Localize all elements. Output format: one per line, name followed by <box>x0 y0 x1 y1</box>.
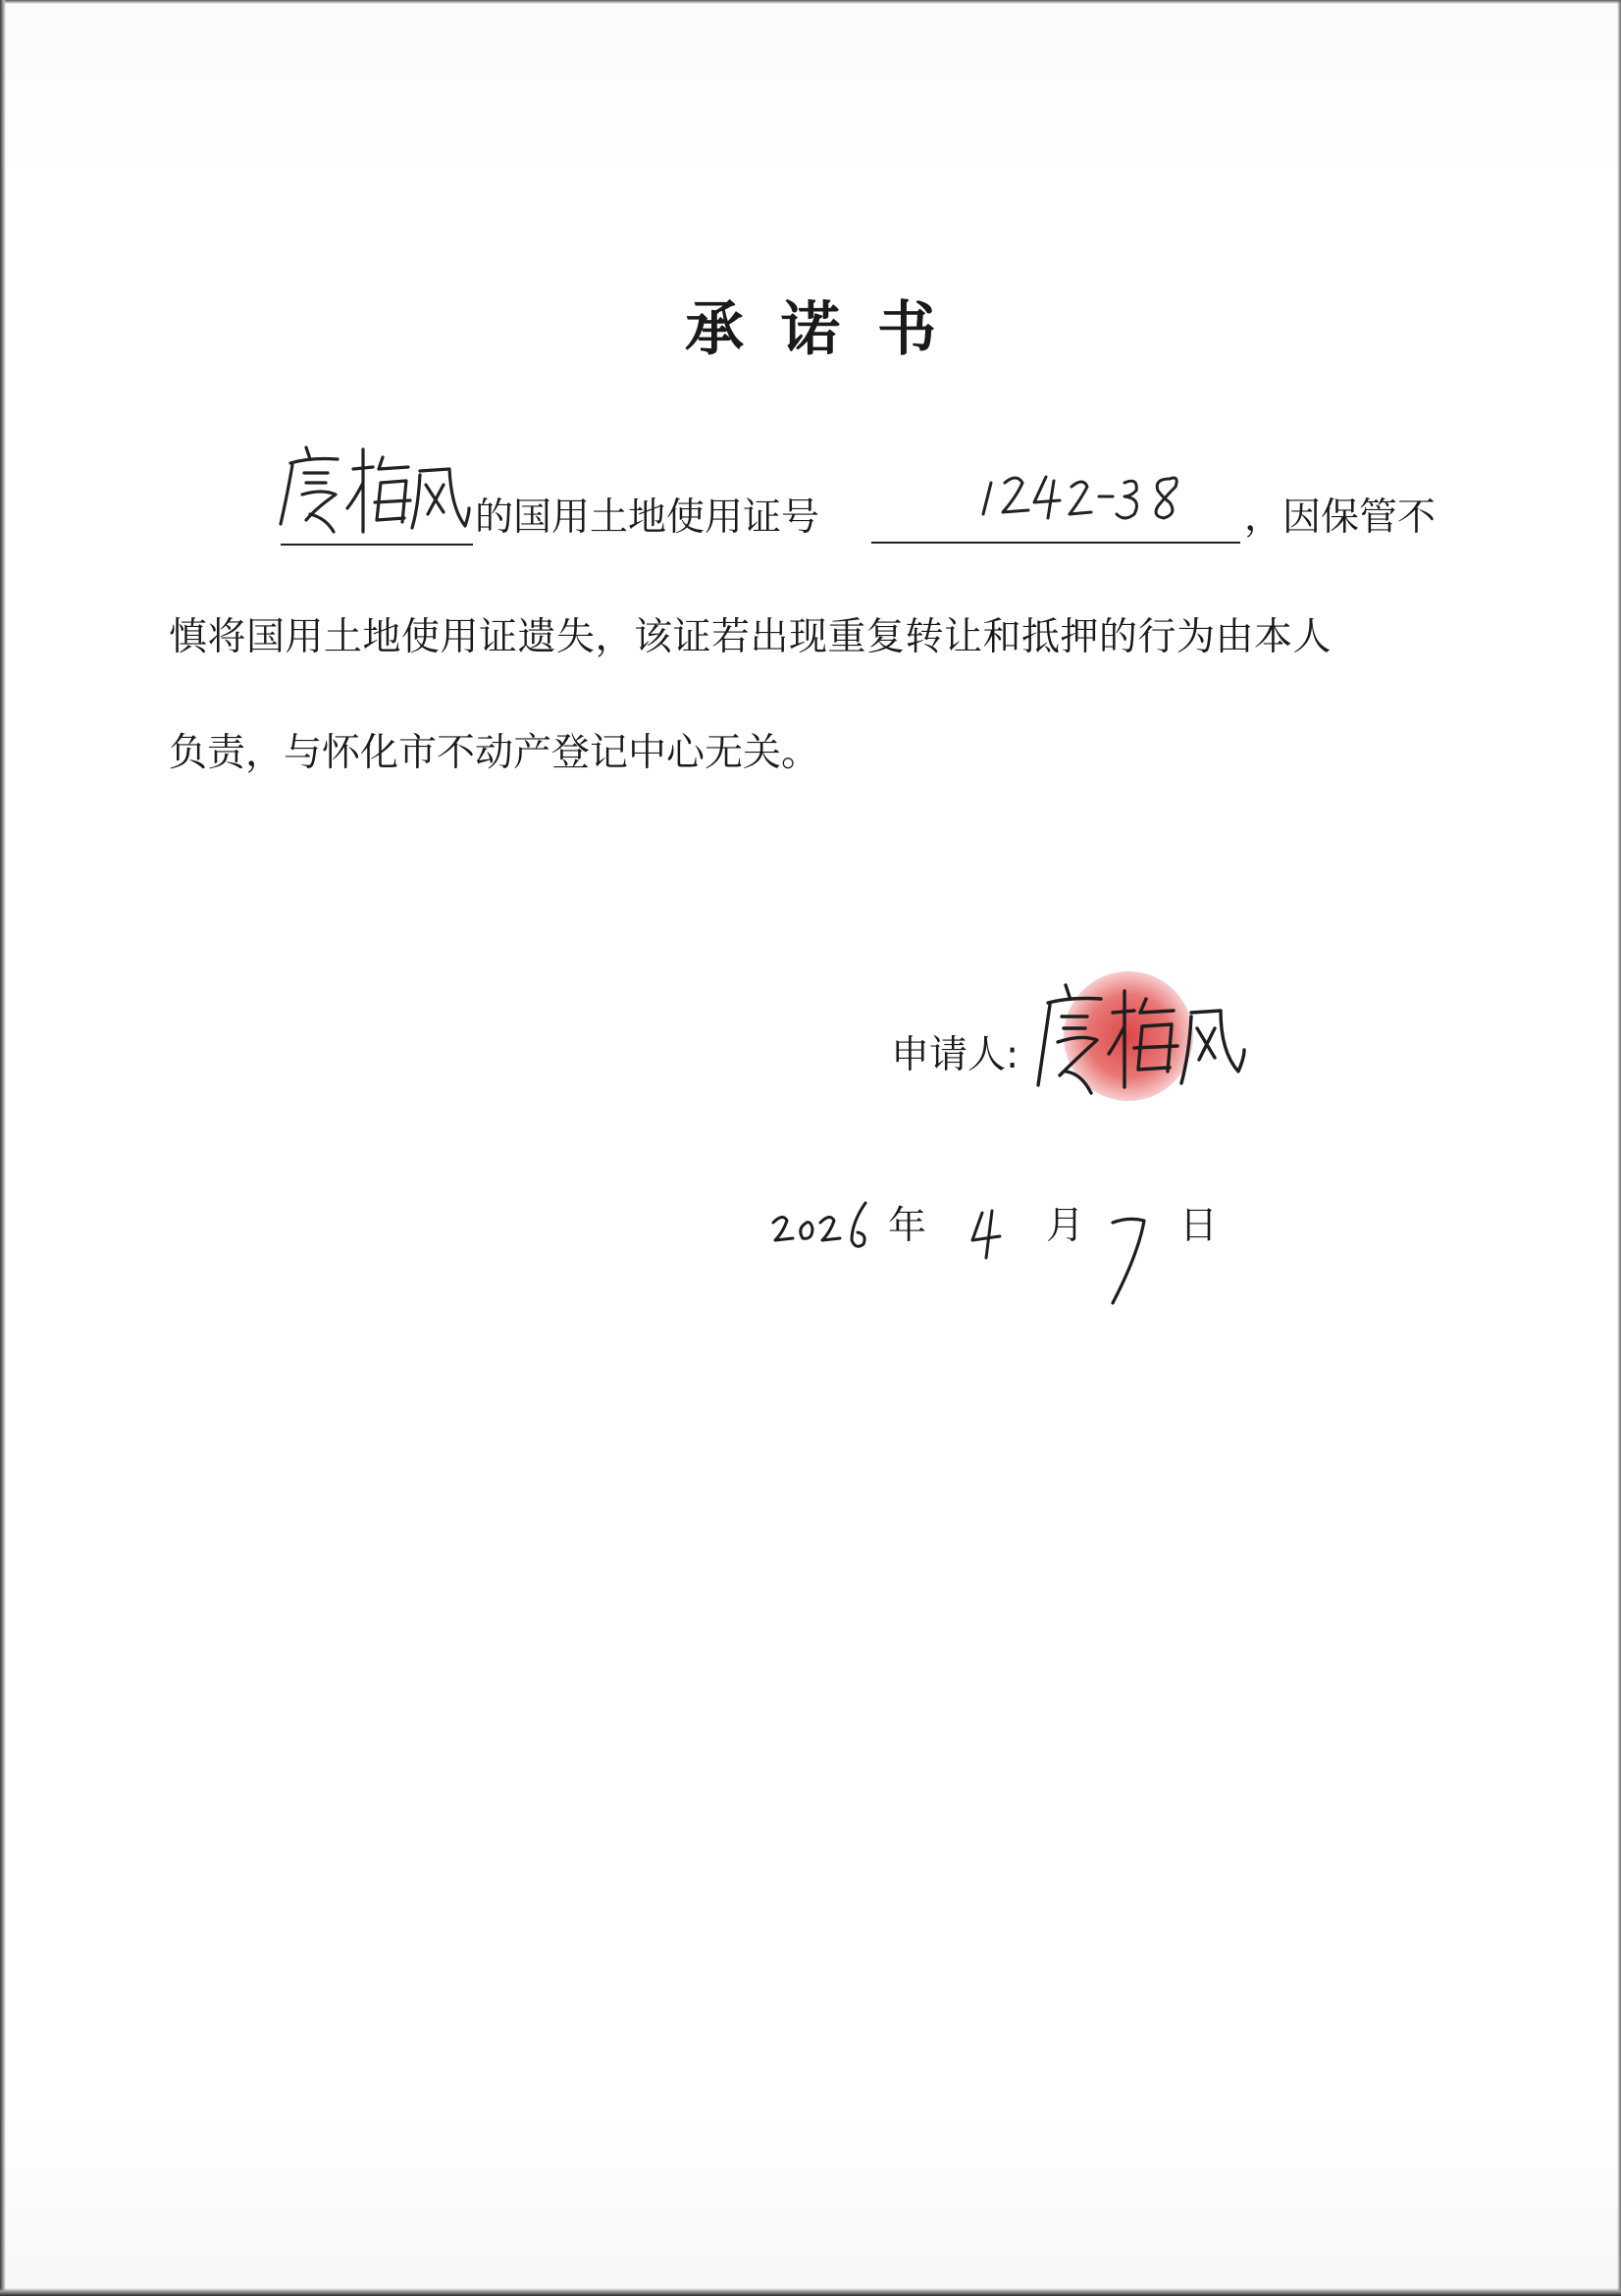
applicant-signature <box>1036 977 1252 1105</box>
body-line-2: 慎将国用土地使用证遗失，该证若出现重复转让和抵押的行为由本人 <box>169 615 1333 659</box>
handwritten-name-signature <box>277 430 473 538</box>
handwritten-name-text <box>281 445 284 446</box>
applicant-label: 申请人: <box>891 1033 1020 1077</box>
certificate-number-text <box>873 445 877 446</box>
body-line-3: 负责，与怀化市不动产登记中心无关。 <box>169 731 820 775</box>
month-text <box>971 1209 972 1210</box>
handwritten-certificate-number <box>977 453 1232 532</box>
handwritten-day <box>1109 1205 1168 1313</box>
body-line-1-part-1: 的国用土地使用证号 <box>475 496 820 540</box>
certificate-number-blank <box>871 442 1240 544</box>
scan-edge-top <box>0 0 1621 4</box>
month-unit: 月 <box>1046 1204 1085 1248</box>
handwritten-year <box>769 1193 887 1262</box>
year-unit: 年 <box>888 1204 927 1248</box>
document-title: 承诺书 <box>685 295 973 364</box>
year-text <box>775 1209 778 1210</box>
day-text <box>1119 1209 1120 1210</box>
name-blank <box>281 442 473 546</box>
day-unit: 日 <box>1179 1204 1219 1248</box>
applicant-name-text <box>1040 1030 1043 1031</box>
handwritten-month <box>967 1203 1016 1272</box>
scan-edge-bottom <box>0 2288 1621 2296</box>
body-line-1-part-2: ，因保管不 <box>1244 496 1437 540</box>
